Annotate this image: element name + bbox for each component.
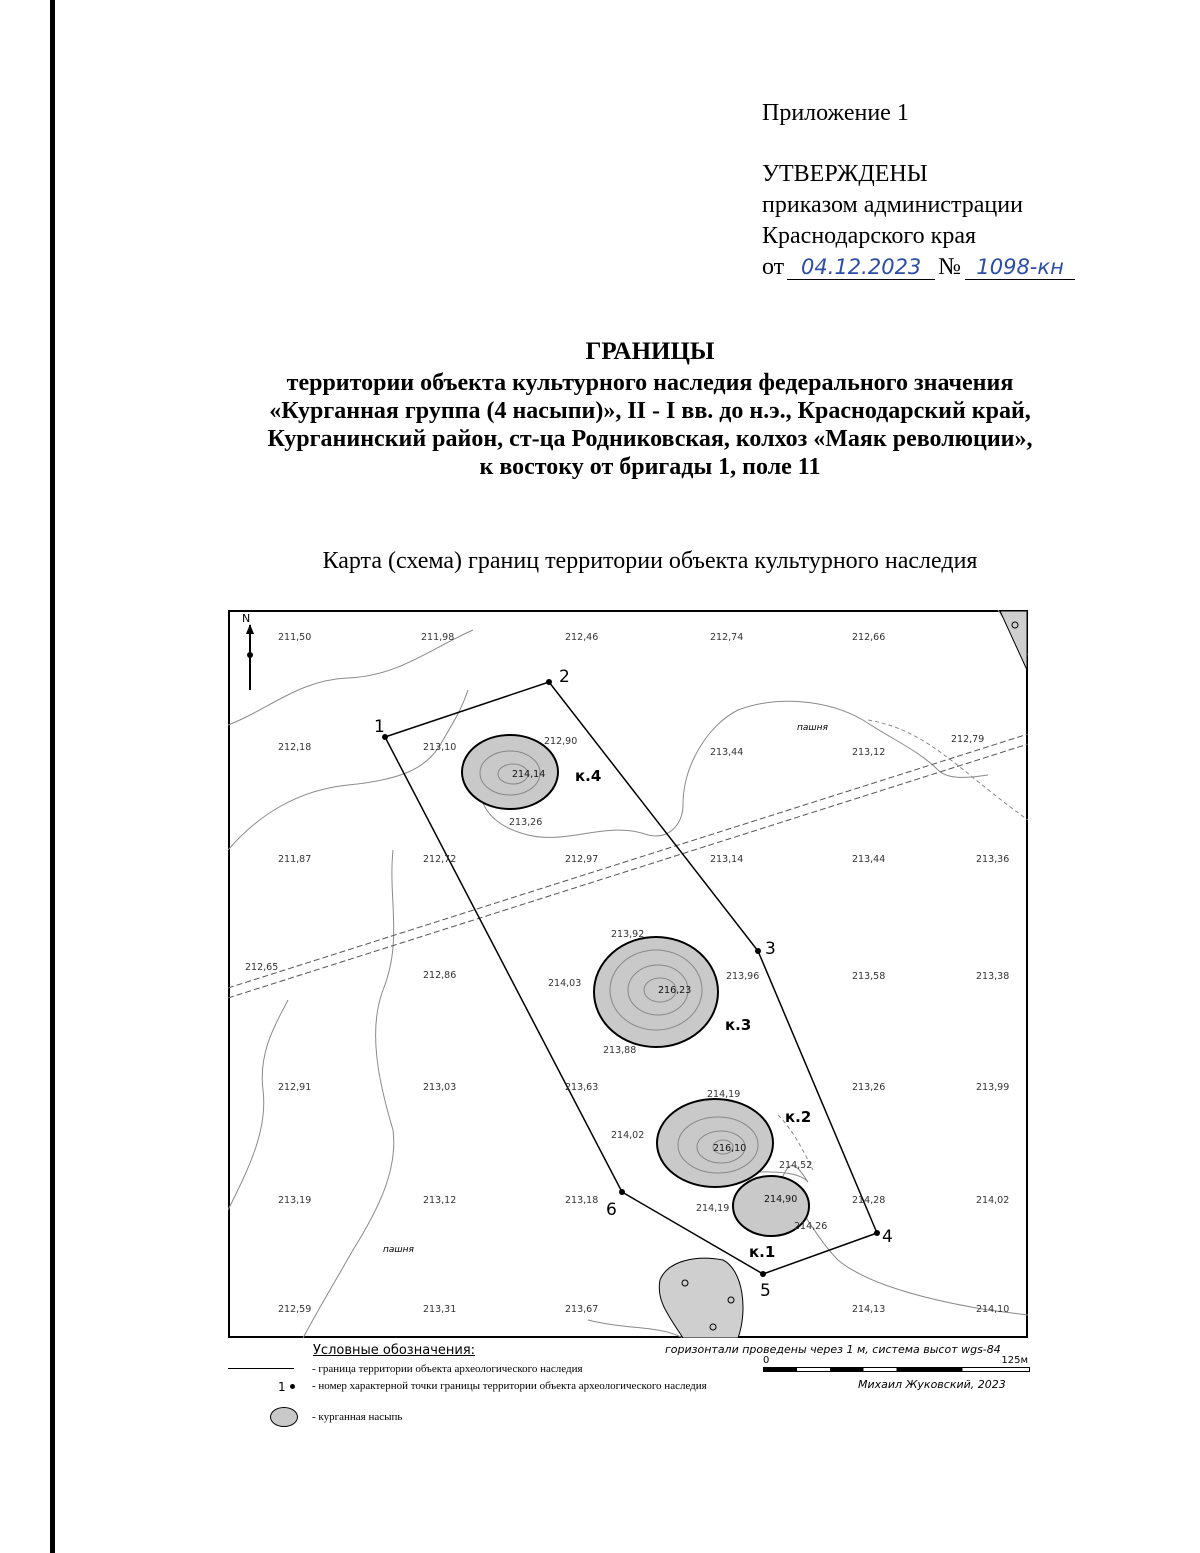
legend-point-number-symbol: 1 — [278, 1380, 286, 1394]
legend-mound-symbol — [270, 1407, 298, 1427]
spot-elevation: 211,87 — [278, 854, 312, 865]
spot-elevation: 213,31 — [423, 1304, 457, 1315]
spot-elevation: 212,90 — [544, 736, 578, 747]
spot-elevation: 213,12 — [852, 747, 886, 758]
spot-elevation: 214,03 — [548, 978, 582, 989]
spot-elevation: 213,96 — [726, 971, 760, 982]
mound-summit-height: 216,10 — [713, 1143, 747, 1154]
spot-elevation: 214,02 — [976, 1195, 1010, 1206]
legend-boundary-text: - граница территории объекта археологического наследия — [312, 1363, 583, 1375]
heading-line-2: «Курганная группа (4 насыпи)», II - I вв. до н.э., Краснодарский край, — [269, 398, 1031, 424]
mound-label-3: к.3 — [725, 1016, 752, 1034]
approval-block — [762, 98, 1075, 283]
spot-elevation: 213,19 — [278, 1195, 312, 1206]
legend-point-dot-symbol — [290, 1384, 295, 1389]
approved-label: УТВЕРЖДЕНЫ — [762, 161, 928, 187]
boundary-point-5: 5 — [760, 1281, 771, 1301]
spot-elevation: 213,92 — [611, 929, 645, 940]
spot-elevation: 213,67 — [565, 1304, 599, 1315]
number-prefix: № — [938, 254, 962, 280]
mound-label-2: к.2 — [785, 1108, 812, 1126]
heading-line-4: к востоку от бригады 1, поле 11 — [479, 454, 821, 480]
mound-k3 — [594, 937, 718, 1047]
boundary-map — [228, 610, 1028, 1338]
mound-summit-height: 214,14 — [512, 769, 546, 780]
spot-elevation: 213,63 — [565, 1082, 599, 1093]
spot-elevation: 214,10 — [976, 1304, 1010, 1315]
spot-elevation: 214,19 — [707, 1089, 741, 1100]
map-caption: Карта (схема) границ территории объекта культурного наследия — [322, 548, 978, 574]
spot-elevation: 214,02 — [611, 1130, 645, 1141]
spot-elevation: 213,99 — [976, 1082, 1010, 1093]
spot-elevation: 213,10 — [423, 742, 457, 753]
spot-elevation: 212,59 — [278, 1304, 312, 1315]
spot-elevation: 211,50 — [278, 632, 312, 643]
spot-elevation: 213,18 — [565, 1195, 599, 1206]
field-label: пашня — [383, 1245, 414, 1255]
approved-by-line1: приказом администрации — [762, 192, 1023, 218]
spot-elevation: 212,18 — [278, 742, 312, 753]
north-label: N — [242, 612, 251, 625]
spot-elevation: 214,52 — [779, 1160, 813, 1171]
boundary-point-3: 3 — [765, 939, 776, 959]
handwritten-number: 1098-кн — [965, 255, 1075, 280]
legend-boundary-symbol — [228, 1368, 294, 1369]
map-legend — [228, 1343, 1028, 1433]
document-heading — [150, 338, 1150, 481]
spot-elevation: 212,72 — [423, 854, 457, 865]
spot-elevation: 212,91 — [278, 1082, 312, 1093]
boundary-point-2: 2 — [559, 667, 570, 687]
spot-elevation: 213,44 — [710, 747, 744, 758]
spot-elevation: 213,88 — [603, 1045, 637, 1056]
spot-elevation: 213,58 — [852, 971, 886, 982]
spot-elevation: 213,14 — [710, 854, 744, 865]
spot-elevation: 213,38 — [976, 971, 1010, 982]
heading-line-3: Курганинский район, ст-ца Родниковская, колхоз «Маяк революции», — [267, 426, 1033, 452]
date-prefix: от — [762, 254, 785, 280]
mound-summit-height: 214,90 — [764, 1194, 798, 1205]
spot-elevation: 212,46 — [565, 632, 599, 643]
mound-summit-height: 216,23 — [658, 985, 692, 996]
boundary-point-6: 6 — [606, 1200, 617, 1220]
spot-elevation: 212,86 — [423, 970, 457, 981]
scale-start-label: 0 — [763, 1355, 770, 1366]
order-date-row — [762, 252, 1075, 283]
spot-elevation: 214,28 — [852, 1195, 886, 1206]
spot-elevation: 213,44 — [852, 854, 886, 865]
legend-mound-text: - курганная насыпь — [312, 1411, 403, 1423]
spot-elevation: 212,66 — [852, 632, 886, 643]
left-page-edge — [50, 0, 55, 1553]
map-author: Михаил Жуковский, 2023 — [858, 1378, 1006, 1391]
mound-label-1: к.1 — [749, 1243, 776, 1261]
boundary-point-4: 4 — [882, 1227, 893, 1247]
spot-elevation: 212,74 — [710, 632, 744, 643]
approved-by-line2: Краснодарского края — [762, 223, 977, 249]
map-canvas — [228, 610, 1028, 1338]
contour-note: горизонтали проведены через 1 м, система высот wgs-84 — [665, 1343, 1001, 1356]
spot-elevation: 211,98 — [421, 632, 455, 643]
scale-end-label: 125м — [1001, 1355, 1028, 1366]
spot-elevation: 212,65 — [245, 962, 279, 973]
spot-elevation: 213,12 — [423, 1195, 457, 1206]
field-label: пашня — [797, 723, 828, 733]
appendix-label: Приложение 1 — [762, 100, 909, 126]
spot-elevation: 212,97 — [565, 854, 599, 865]
spot-elevation: 212,79 — [951, 734, 985, 745]
spot-elevation: 213,26 — [509, 817, 543, 828]
spot-elevation: 214,19 — [696, 1203, 730, 1214]
spot-elevation: 214,13 — [852, 1304, 886, 1315]
spot-elevation: 213,36 — [976, 854, 1010, 865]
heading-title: ГРАНИЦЫ — [585, 338, 715, 365]
legend-point-text: - номер характерной точки границы территории объекта археологического наследия — [312, 1380, 707, 1392]
spot-elevation: 213,26 — [852, 1082, 886, 1093]
legend-title: Условные обозначения: — [313, 1343, 476, 1358]
spot-elevation: 213,03 — [423, 1082, 457, 1093]
heading-line-1: территории объекта культурного наследия федерального значения — [286, 370, 1014, 396]
handwritten-date: 04.12.2023 — [787, 255, 935, 280]
boundary-point-1: 1 — [374, 717, 385, 737]
mound-label-4: к.4 — [575, 767, 602, 785]
spot-elevation: 214,26 — [794, 1221, 828, 1232]
